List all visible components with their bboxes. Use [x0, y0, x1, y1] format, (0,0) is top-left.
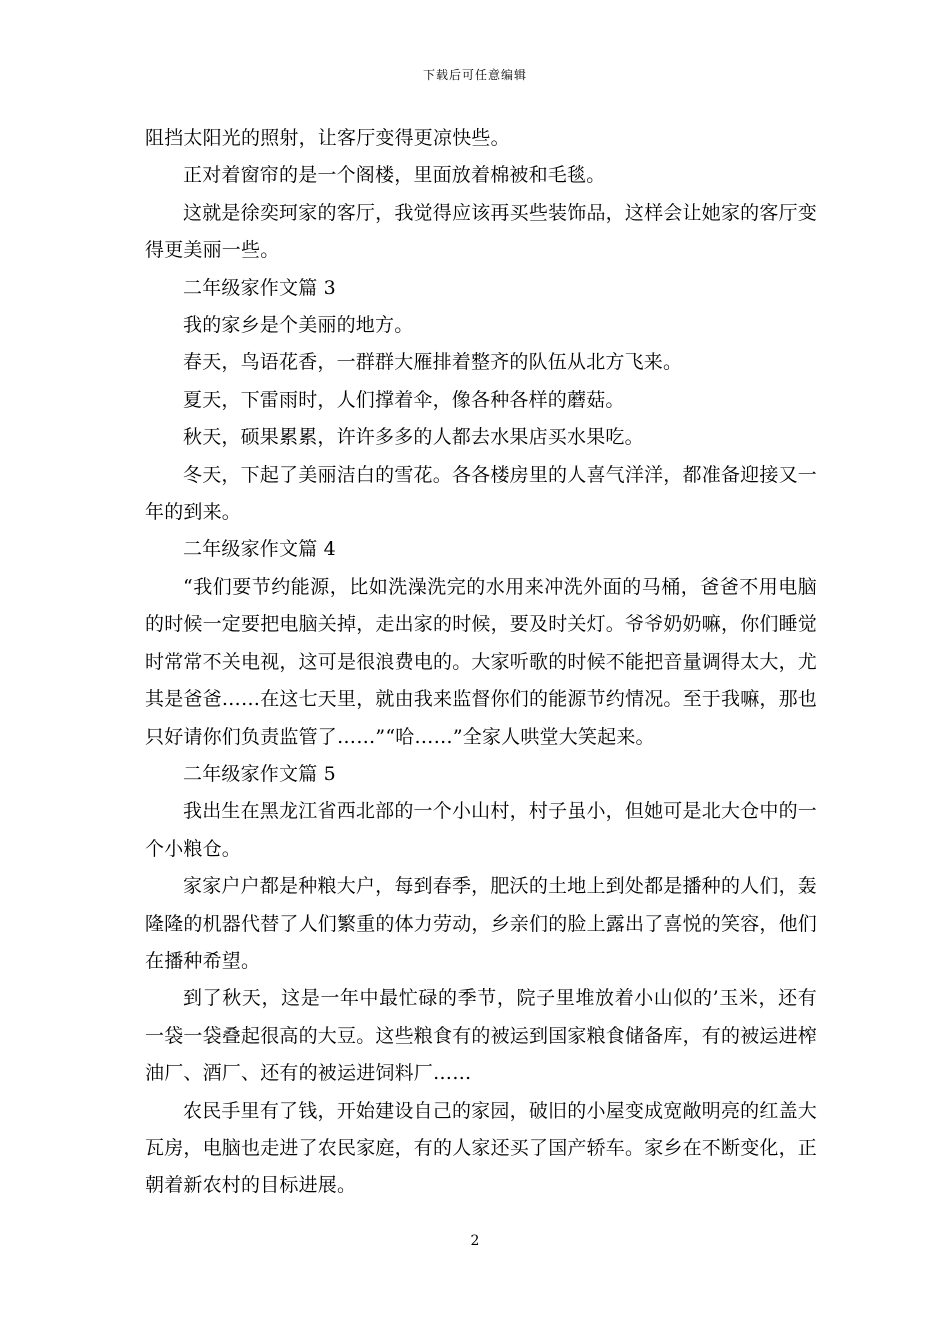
paragraph: 这就是徐奕珂家的客厅，我觉得应该再买些装饰品，这样会让她家的客厅变得更美丽一些。 [145, 201, 817, 262]
paragraph: 冬天，下起了美丽洁白的雪花。各各楼房里的人喜气洋洋，都准备迎接又一年的到来。 [145, 463, 817, 524]
page-number: 2 [470, 1233, 480, 1249]
section-heading: 二年级家作文篇 5 [183, 762, 336, 785]
paragraph: 春天，鸟语花香，一群群大雁排着整齐的队伍从北方飞来。 [183, 351, 683, 374]
paragraph: “我们要节约能源，比如洗澡洗完的水用来冲洗外面的马桶，爸爸不用电脑的时候一定要把电脑关掉，走出家的时候，要及时关灯。爷爷奶奶嘛，你们睡觉时常常不关电视，这可是很浪费电的。大家听歌的时候不能把音量调得太大，尤其是爸爸……在这七天里，就由我来监督你们的能源节约情况。至于我嘛，那也只好请你们负责监管了……”“哈……”全家人哄堂大笑起来。 [145, 575, 818, 748]
paragraph: 家家户户都是种粮大户，每到春季，肥沃的土地上到处都是播种的人们，轰隆隆的机器代替了人们繁重的体力劳动，乡亲们的脸上露出了喜悦的笑容，他们在播种希望。 [145, 875, 818, 972]
paragraph: 农民手里有了钱，开始建设自己的家园，破旧的小屋变成宽敞明亮的红盖大瓦房，电脑也走进了农民家庭，有的人家还买了国产轿车。家乡在不断变化，正朝着新农村的目标进展。 [145, 1099, 818, 1197]
paragraph: 正对着窗帘的是一个阁楼，里面放着棉被和毛毯。 [183, 164, 606, 187]
paragraph: 秋天，硕果累累，许许多多的人都去水果店买水果吃。 [183, 426, 644, 449]
section-heading: 二年级家作文篇 4 [183, 538, 336, 561]
page-header: 下载后可任意编辑 [422, 68, 527, 82]
paragraph: 我的家乡是个美丽的地方。 [183, 314, 414, 337]
paragraph: 夏天，下雷雨时，人们撑着伞，像各种各样的蘑菇。 [183, 388, 625, 411]
paragraph: 到了秋天，这是一年中最忙碌的季节，院子里堆放着小山似的’玉米，还有一袋一袋叠起很高的大豆。这些粮食有的被运到国家粮食储备库，有的被运进榨油厂、酒厂、还有的被运进饲料厂…… [145, 987, 818, 1085]
paragraph: 我出生在黑龙江省西北部的一个小山村，村子虽小，但她可是北大仓中的一个小粮仓。 [145, 800, 817, 860]
document-body [145, 120, 817, 1205]
section-heading: 二年级家作文篇 3 [183, 276, 336, 299]
paragraph-continuation: 阻挡太阳光的照射，让客厅变得更凉快些。 [145, 127, 510, 149]
